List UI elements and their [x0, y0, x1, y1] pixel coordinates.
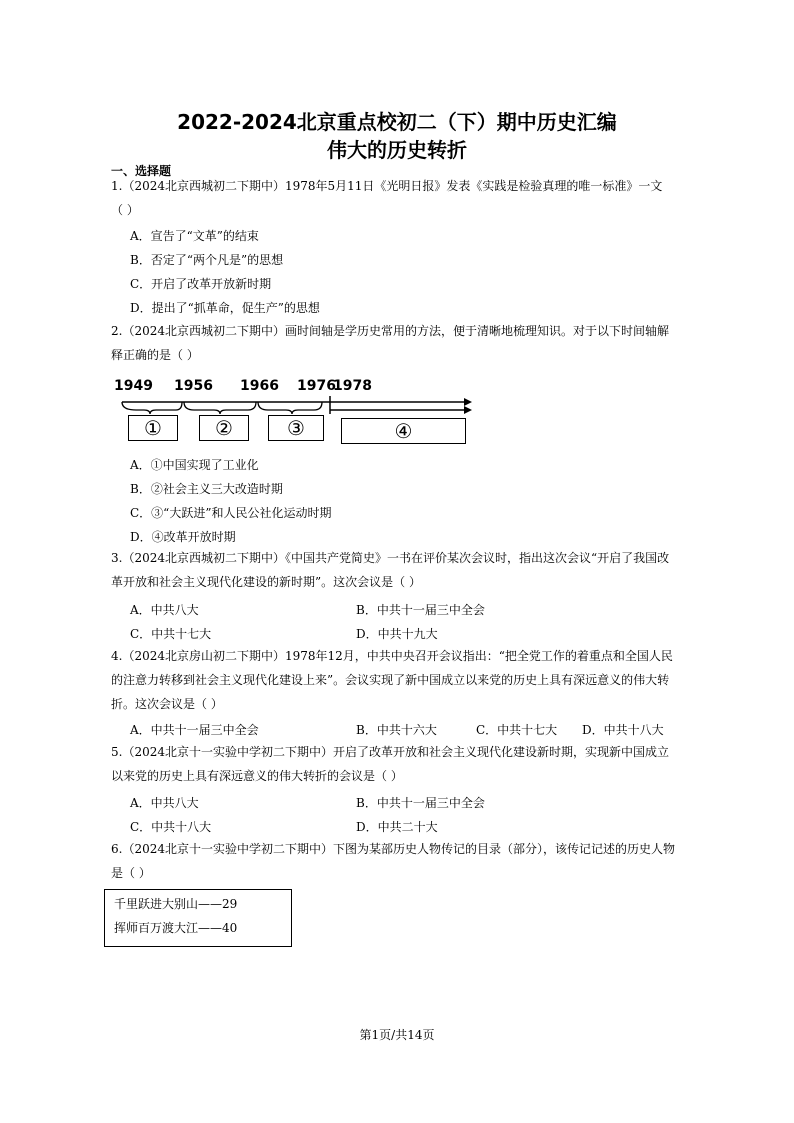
toc-box: [104, 889, 292, 947]
q2-option-a: A．①中国实现了工业化: [130, 458, 259, 472]
question-6-stem-cont: 是（ ）: [111, 866, 151, 880]
question-2-stem-cont: 释正确的是（ ）: [111, 348, 199, 362]
question-4-stem-cont2: 折。这次会议是（ ）: [111, 697, 223, 711]
q4-option-c: C．中共十七大: [476, 723, 558, 737]
question-1-stem-cont: （ ）: [111, 203, 139, 217]
section-heading: 一、选择题: [111, 164, 172, 178]
page-title: 2022-2024北京重点校初二（下）期中历史汇编: [177, 110, 617, 134]
question-2-stem: 2.（2024北京西城初二下期中）画时间轴是学历史常用的方法，便于清晰地梳理知识。对于以下时间轴解: [111, 324, 669, 338]
question-5-stem: 5.（2024北京十一实验中学初二下期中）开启了改革开放和社会主义现代化建设新时期，实现新中国成立: [111, 745, 669, 759]
timeline-year-1956: 1956: [174, 378, 213, 394]
timeline-box-4: ④: [341, 418, 466, 444]
toc-entry-1: 千里跃进大别山——29: [114, 897, 238, 911]
q3-option-d: D．中共十九大: [356, 627, 438, 641]
q5-option-c: C．中共十八大: [130, 820, 212, 834]
q4-option-b: B．中共十六大: [356, 723, 437, 737]
q3-option-c: C．中共十七大: [130, 627, 212, 641]
question-3-stem-cont: 革开放和社会主义现代化建设的新时期”。这次会议是（ ）: [111, 575, 421, 589]
q1-option-a: A．宣告了“文革”的结束: [130, 229, 259, 243]
q2-option-c: C．③“大跃进”和人民公社化运动时期: [130, 506, 332, 520]
q1-option-c: C．开启了改革开放新时期: [130, 277, 272, 291]
timeline-year-1966: 1966: [240, 378, 279, 394]
question-1-stem: 1.（2024北京西城初二下期中）1978年5月11日《光明日报》发表《实践是检验真理的唯一标准》一文: [111, 179, 663, 193]
q3-option-a: A．中共八大: [130, 603, 199, 617]
q5-option-b: B．中共十一届三中全会: [356, 796, 485, 810]
q4-option-a: A．中共十一届三中全会: [130, 723, 259, 737]
question-5-stem-cont: 以来党的历史上具有深远意义的伟大转折的会议是（ ）: [111, 769, 403, 783]
q2-option-b: B．②社会主义三大改造时期: [130, 482, 283, 496]
q5-option-a: A．中共八大: [130, 796, 199, 810]
toc-entry-2: 挥师百万渡大江——40: [114, 921, 238, 935]
timeline-year-1976: 1976: [297, 378, 336, 394]
question-4-stem: 4.（2024北京房山初二下期中）1978年12月，中共中央召开会议指出：“把全党工作的着重点和全国人民: [111, 649, 673, 663]
q2-option-d: D．④改革开放时期: [130, 530, 236, 544]
question-4-stem-cont: 的注意力转移到社会主义现代化建设上来”。会议实现了新中国成立以来党的历史上具有深远意义的伟大转: [111, 673, 670, 687]
page-footer: 第1页/共14页: [359, 1028, 435, 1042]
q5-option-d: D．中共二十大: [356, 820, 438, 834]
timeline-year-1978: 1978: [333, 378, 372, 394]
q1-option-b: B．否定了“两个凡是”的思想: [130, 253, 284, 267]
timeline-year-1949: 1949: [114, 378, 153, 394]
timeline-box-1: ①: [128, 415, 178, 441]
q1-option-d: D．提出了“抓革命，促生产”的思想: [130, 301, 320, 315]
timeline-box-2: ②: [199, 415, 249, 441]
question-6-stem: 6.（2024北京十一实验中学初二下期中）下图为某部历史人物传记的目录（部分），该传记记述的历史人物: [111, 842, 675, 856]
q4-option-d: D．中共十八大: [582, 723, 664, 737]
question-3-stem: 3.（2024北京西城初二下期中）《中国共产党简史》一书在评价某次会议时，指出这次会议“开启了我国改: [111, 551, 670, 565]
page-subtitle: 伟大的历史转折: [327, 138, 467, 162]
q3-option-b: B．中共十一届三中全会: [356, 603, 485, 617]
timeline-box-3: ③: [268, 415, 324, 441]
